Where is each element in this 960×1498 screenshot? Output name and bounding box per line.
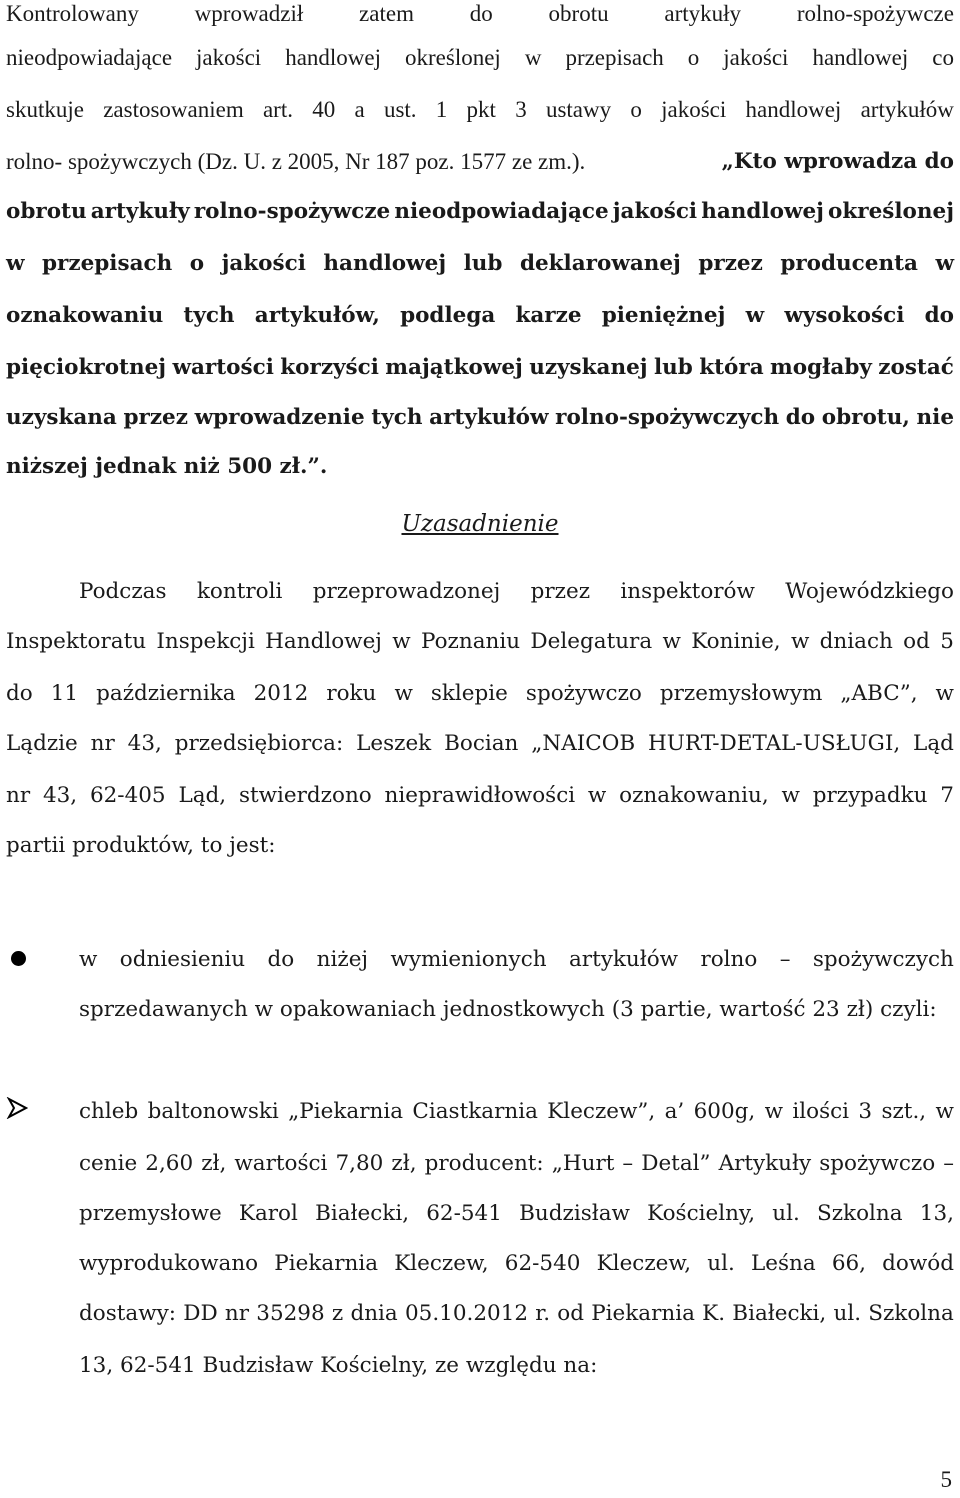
word: majątkowej (385, 355, 523, 380)
word: przez (530, 579, 591, 604)
word: artykułów (568, 947, 679, 972)
justification-line (79, 578, 954, 606)
word: określonej (405, 45, 501, 70)
word: mogłaby (770, 355, 872, 380)
word: pięciokrotnej (6, 355, 167, 380)
word: karze (515, 303, 582, 328)
word: szt., (881, 1099, 927, 1124)
word: lub (463, 251, 503, 276)
word: pkt (466, 97, 496, 122)
word: K. (702, 1301, 726, 1326)
word: – (622, 1151, 634, 1176)
word: Ląd (913, 731, 954, 756)
word: 43, (42, 783, 78, 808)
word: w (662, 629, 681, 654)
word: 1 (435, 97, 448, 122)
word: obrotu, (821, 405, 910, 430)
word: o (189, 251, 205, 276)
word: 62-405 (89, 783, 166, 808)
word: wprowadzenie (194, 405, 365, 430)
word: przeprowadzonej (312, 579, 501, 604)
arrow-item-last-line: 13, 62-541 Budzisław Kościelny, ze względu na: (79, 1353, 598, 1378)
word: Podczas (79, 579, 167, 604)
word: HURT-DETAL-USŁUGI, (648, 731, 901, 756)
word: handlowej (701, 199, 824, 224)
word: 05.10.2012 (404, 1301, 529, 1326)
word: deklarowanej (519, 251, 681, 276)
word: artykułów (860, 97, 954, 122)
word: nr (224, 1301, 250, 1326)
word: stwierdzono (238, 783, 372, 808)
justification-line (6, 680, 954, 708)
word: ul. (772, 1201, 800, 1226)
word: przepisach (42, 251, 173, 276)
intro-line (6, 96, 954, 124)
intro-line (6, 44, 954, 72)
quoted-provision-line (6, 198, 954, 226)
intro-line-plain-part: rolno- spożywczych (Dz. U. z 2005, Nr 187 poz. 1577 ze zm.). (6, 149, 586, 174)
word: 66, (831, 1251, 867, 1276)
word: handlowej (285, 45, 381, 70)
intro-line-mixed (6, 148, 954, 176)
word: jakości (661, 97, 727, 122)
word: od (903, 629, 930, 654)
word: do (267, 947, 295, 972)
word: w (587, 783, 607, 808)
word: podlega (400, 303, 496, 328)
word: do (785, 405, 816, 430)
word: nr (90, 731, 115, 756)
word: artykułów, (254, 303, 380, 328)
arrow-item-line (79, 1300, 954, 1328)
word: nie (916, 405, 954, 430)
justification-line (6, 782, 954, 810)
word: wprowadził (194, 1, 304, 26)
word: jakości (612, 199, 698, 224)
word: roku (326, 681, 377, 706)
word: Kontrolowany (6, 1, 139, 26)
word: przemysłowym (659, 681, 823, 706)
bullet-line (79, 946, 954, 974)
quoted-provision-line (6, 250, 954, 278)
section-heading: Uzasadnienie (401, 511, 559, 537)
word: w (935, 1099, 954, 1124)
word: jakości (723, 45, 789, 70)
word: „Piekarnia (288, 1099, 404, 1124)
word: Kleczew”, (547, 1099, 656, 1124)
word: Inspekcji (156, 629, 255, 654)
word: nieodpowiadające (394, 199, 609, 224)
quoted-provision-line (6, 302, 954, 330)
word: Koninie, (691, 629, 781, 654)
word: uzyskana (6, 405, 117, 430)
word: Leśna (750, 1251, 816, 1276)
word: rolno (700, 947, 758, 972)
word: nieodpowiadające (6, 45, 173, 70)
word: producent: (424, 1151, 544, 1176)
word: ul. (833, 1301, 862, 1326)
word: jakości (196, 45, 262, 70)
quoted-provision-last-line: niższej jednak niż 500 zł.”. (6, 454, 328, 479)
word: artykułów (429, 405, 549, 430)
word: handlowej (812, 45, 909, 70)
word: nr (6, 783, 31, 808)
word: do (469, 1, 493, 26)
word: spożywczych (812, 947, 954, 972)
word: w (79, 947, 98, 972)
word: ilości (792, 1099, 850, 1124)
word: zł, (391, 1151, 417, 1176)
word: 2012 (253, 681, 309, 706)
word: określonej (828, 199, 954, 224)
quoted-provision-line (6, 354, 954, 382)
word: o (630, 97, 642, 122)
word: w (764, 1099, 784, 1124)
word: oznakowaniu (6, 303, 164, 328)
word: Poznaniu (421, 629, 521, 654)
word: Lądzie (6, 731, 78, 756)
arrowhead-bullet-icon (6, 1097, 28, 1119)
word: wysokości (784, 303, 905, 328)
justification-line (6, 730, 954, 758)
word: 62-540 (504, 1251, 581, 1276)
quoted-provision-start: „Kto wprowadza do (721, 149, 954, 174)
word: 7 (940, 783, 954, 808)
word: 11 (50, 681, 79, 706)
word: obrotu (6, 199, 87, 224)
word: zastosowaniem (103, 97, 244, 122)
word: przez (123, 405, 188, 430)
word: tych (371, 405, 423, 430)
word: handlowej (745, 97, 842, 122)
word: która (699, 355, 764, 380)
arrow-item-line (79, 1250, 954, 1278)
word: w (935, 681, 954, 706)
word: w (781, 783, 800, 808)
word: przez (698, 251, 763, 276)
word: zł, (201, 1151, 227, 1176)
word: 35298 (256, 1301, 325, 1326)
word: ustawy (545, 97, 612, 122)
word: 40 (312, 97, 336, 122)
justification-line (6, 628, 954, 656)
word: Kleczew, (596, 1251, 692, 1276)
word: Kościelny, (647, 1201, 756, 1226)
word: 5 (940, 629, 954, 654)
word: Delegatura (530, 629, 653, 654)
word: a’ (664, 1099, 685, 1124)
word: Ciastkarnia (412, 1099, 538, 1124)
word: dnia (350, 1301, 398, 1326)
word: DD (183, 1301, 218, 1326)
word: do (6, 681, 33, 706)
word: uzyskanej (529, 355, 648, 380)
word: Kleczew, (394, 1251, 489, 1276)
word: dniach (819, 629, 893, 654)
word: w (6, 251, 25, 276)
word: Białecki, (732, 1301, 827, 1326)
arrow-item-line (79, 1150, 954, 1178)
word: w (935, 251, 954, 276)
word: przedsiębiorca: (174, 731, 344, 756)
word: zostać (878, 355, 954, 380)
word: nieprawidłowości (384, 783, 576, 808)
word: tych (183, 303, 235, 328)
word: Bocian (444, 731, 519, 756)
word: oznakowaniu, (619, 783, 769, 808)
word: artykuły (90, 199, 190, 224)
word: ust. (383, 97, 417, 122)
word: przemysłowe (79, 1201, 222, 1226)
word: sklepie (430, 681, 508, 706)
word: Ląd, (178, 783, 227, 808)
word: niżej (316, 947, 369, 972)
quoted-provision-line (6, 404, 954, 432)
word: 2,60 (145, 1151, 194, 1176)
word: Handlowej (265, 629, 382, 654)
word: rolno-spożywcze (193, 199, 391, 224)
intro-line (6, 0, 954, 28)
arrow-item-line (79, 1098, 954, 1126)
word: przepisach (565, 45, 664, 70)
justification-last-line: partii produktów, to jest: (6, 833, 276, 858)
filled-circle-bullet-icon (11, 951, 26, 966)
word: odniesieniu (119, 947, 246, 972)
word: ul. (707, 1251, 735, 1276)
word: 7,80 (335, 1151, 384, 1176)
word: 600g, (693, 1099, 756, 1124)
word: Szkolna (817, 1201, 903, 1226)
word: kontroli (196, 579, 283, 604)
word: przypadku (812, 783, 928, 808)
word: cenie (79, 1151, 138, 1176)
word: dowód (882, 1251, 954, 1276)
word: „ABC”, (840, 681, 918, 706)
word: pieniężnej (601, 303, 726, 328)
word: Piekarnia (274, 1251, 379, 1276)
word: w (524, 45, 542, 70)
word: „Hurt (551, 1151, 615, 1176)
word: Detal” (641, 1151, 711, 1176)
word: Białecki, (315, 1201, 410, 1226)
word: artykuły (664, 1, 742, 26)
word: obrotu (548, 1, 609, 26)
word: wartości (234, 1151, 328, 1176)
word: wymienionych (390, 947, 547, 972)
word: od (557, 1301, 584, 1326)
word: dostawy: (79, 1301, 176, 1326)
word: art. (262, 97, 293, 122)
word: r. (535, 1301, 551, 1326)
word: Wojewódzkiego (785, 579, 954, 604)
word: co (932, 45, 954, 70)
word: w (394, 681, 413, 706)
word: baltonowski (147, 1099, 279, 1124)
word: 62-541 (426, 1201, 502, 1226)
word: skutkuje (6, 97, 84, 122)
word: października (96, 681, 236, 706)
word: chleb (79, 1099, 139, 1124)
word: do (924, 303, 954, 328)
word: Szkolna (868, 1301, 954, 1326)
word: handlowej (323, 251, 447, 276)
word: korzyści (280, 355, 379, 380)
word: producenta (780, 251, 918, 276)
word: 3 (858, 1099, 873, 1124)
word: rolno-spożywcze (796, 1, 954, 26)
word: wartości (172, 355, 274, 380)
word: zatem (359, 1, 414, 26)
word: w (790, 629, 810, 654)
word: w (745, 303, 765, 328)
word: wyprodukowano (79, 1251, 259, 1276)
word: spożywczo (525, 681, 642, 706)
word: 13, (919, 1201, 954, 1226)
word: inspektorów (620, 579, 755, 604)
word: jakości (221, 251, 306, 276)
word: 3 (515, 97, 527, 122)
word: Inspektoratu (6, 629, 147, 654)
word: rolno-spożywczych (555, 405, 780, 430)
arrow-item-line (79, 1200, 954, 1228)
word: 43, (127, 731, 162, 756)
word: – (779, 947, 791, 972)
word: Piekarnia (591, 1301, 695, 1326)
word: – (943, 1151, 954, 1176)
word: a (354, 97, 365, 122)
word: Budzisław (519, 1201, 630, 1226)
word: spożywczo (819, 1151, 936, 1176)
word: lub (653, 355, 693, 380)
page-number: 5 (940, 1467, 952, 1492)
word: Artykuły (718, 1151, 812, 1176)
word: w (392, 629, 411, 654)
word: Leszek (356, 731, 432, 756)
word: o (687, 45, 700, 70)
bullet-last-line: sprzedawanych w opakowaniach jednostkowych (3 partie, wartość 23 zł) czyli: (79, 997, 937, 1022)
word: „NAICOB (531, 731, 636, 756)
word: Karol (238, 1201, 298, 1226)
word: z (331, 1301, 344, 1326)
